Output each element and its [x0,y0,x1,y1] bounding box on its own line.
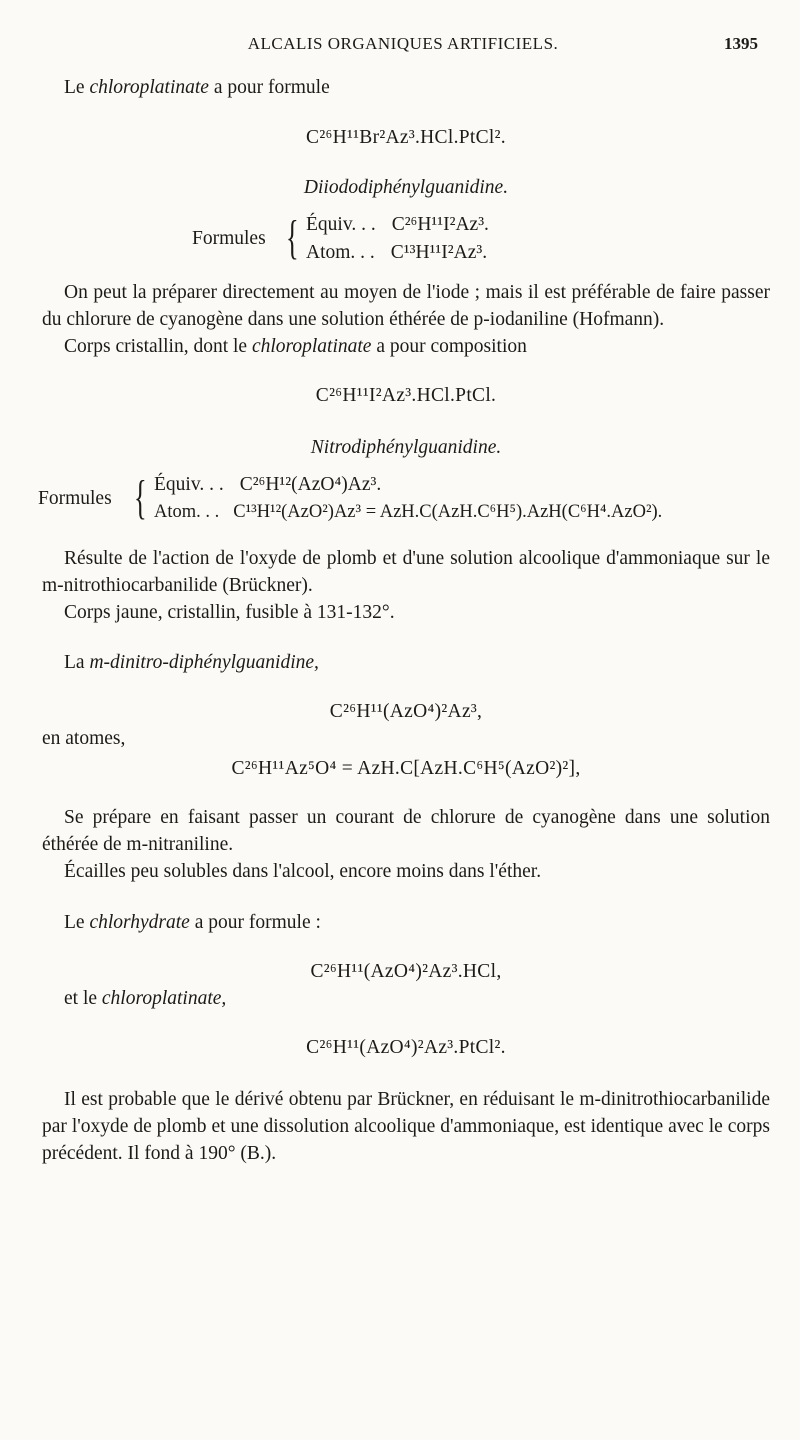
nitro-heading: Nitrodiphénylguanidine. [310,437,502,458]
nitro-paragraph-2: Corps jaune, cristallin, fusible à 131-132°. [64,602,395,623]
diiodo-formules-block [42,211,770,267]
equiv-row: Équiv. . . C²⁶H¹²(AzO⁴)Az³. [154,474,382,495]
formules-label: Formules [38,488,112,509]
dinitro-chloroplatinate-formula: C²⁶H¹¹(AzO⁴)²Az³.PtCl². [306,1037,506,1058]
chloroplatinate-intro: Le chloroplatinate a pour formule [64,77,330,98]
nitro-paragraph-1: Résulte de l'action de l'oxyde de plomb et d'une solution alcoolique d'ammoniaque sur le m-nitrothiocarbanilide (Brückner). [42,548,770,596]
equiv-row: Équiv. . . C²⁶H¹¹I²Az³. [306,214,489,235]
running-title: ALCALIS ORGANIQUES ARTIFICIELS. [247,34,559,53]
page-header [40,34,766,58]
dinitro-paragraph-1: Se prépare en faisant passer un courant de chlorure de cyanogène dans une solution éthérée de m-nitraniline. [42,807,770,855]
atom-row: Atom. . . C¹³H¹¹I²Az³. [306,242,488,263]
diiodo-heading: Diiododiphénylguanidine. [303,177,509,198]
en-atomes-label: en atomes, [42,728,126,749]
chloroplatinate-formula: C²⁶H¹¹Br²Az³.HCl.PtCl². [306,127,506,148]
page-number: 1395 [724,34,758,53]
diiodo-chloroplatinate-formula: C²⁶H¹¹I²Az³.HCl.PtCl. [315,385,497,406]
dinitro-paragraph-3: Il est probable que le dérivé obtenu par Brückner, en réduisant le m-dinitrothiocarbanilide par l'oxyde de plomb et une dissolution alcoolique d'ammoniaque, est identique avec le corps précédent. Il fond à 190° (B.). [42,1089,770,1164]
brace-glyph: { [286,211,299,264]
et-chloroplatinate-intro: et le chloroplatinate, [64,988,227,1009]
atom-row: Atom. . . C¹³H¹²(AzO²)Az³ = AzH.C(AzH.C⁶H⁵).AzH(C⁶H⁴.AzO²). [154,502,663,522]
page-body [38,74,770,1167]
brace-glyph: { [134,471,147,524]
chlorhydrate-intro: Le chlorhydrate a pour formule : [64,912,321,933]
dinitro-intro: La m-dinitro-diphénylguanidine, [64,652,319,673]
nitro-formules-block [38,471,770,527]
formules-label: Formules [192,228,266,249]
dinitro-formula-atom: C²⁶H¹¹Az⁵O⁴ = AzH.C[AzH.C⁶H⁵(AzO²)²], [231,758,581,779]
chlorhydrate-formula: C²⁶H¹¹(AzO⁴)²Az³.HCl, [310,961,502,982]
dinitro-paragraph-2: Écailles peu solubles dans l'alcool, encore moins dans l'éther. [64,861,542,882]
dinitro-formula-equiv: C²⁶H¹¹(AzO⁴)²Az³, [329,701,483,722]
diiodo-paragraph-1: On peut la préparer directement au moyen de l'iode ; mais il est préférable de faire passer du chlorure de cyanogène dans une solution éthérée de p-iodaniline (Hofmann). [42,282,770,330]
diiodo-paragraph-2: Corps cristallin, dont le chloroplatinate a pour composition [64,336,527,357]
